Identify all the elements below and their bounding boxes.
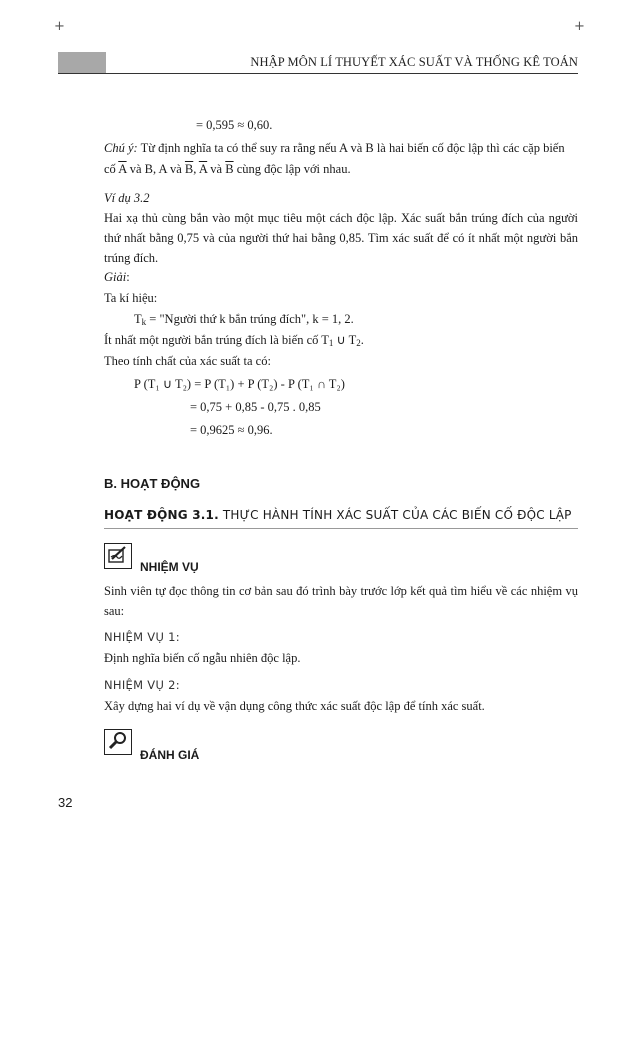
- atleast-union: ∪ T: [333, 333, 357, 347]
- note-line-2: [104, 159, 351, 179]
- formula-line-3: = 0,9625 ≈ 0,96.: [190, 423, 273, 437]
- notation-intro: Ta kí hiệu:: [104, 291, 158, 305]
- property-line: Theo tính chất của xác suất ta có:: [104, 354, 271, 368]
- task-1-text: Định nghĩa biến cố ngẫu nhiên độc lập.: [104, 651, 301, 665]
- magnifier-icon: [104, 729, 132, 755]
- note-label: Chú ý:: [104, 141, 138, 155]
- formula-line-1: P (T₁ ∪ T₂) = P (T₁) + P (T₂) - P (T₁ ∩ T₂): [134, 377, 345, 391]
- example-title: Ví dụ 3.2: [104, 191, 150, 205]
- example-text: Hai xạ thủ cùng bắn vào một mục tiêu một cách độc lập. Xác suất bắn trúng đích của người thứ nhất bằng 0,75 và của người thứ hai bằng 0,85. Tìm xác suất để có ít nhất một người bắn trúng đích.: [104, 211, 578, 265]
- activity-heading: [104, 505, 572, 525]
- activity-title: THỰC HÀNH TÍNH XÁC SUẤT CỦA CÁC BIẾN CỐ ĐỘC LẬP: [218, 508, 572, 522]
- page-number: 32: [58, 795, 73, 810]
- note-text: và B, A và: [126, 162, 185, 176]
- equation-top: = 0,595 ≈ 0,60.: [196, 118, 273, 132]
- note-text: và: [207, 162, 226, 176]
- activity-label: HOẠT ĐỘNG 3.1.: [104, 508, 219, 522]
- solution-label: [104, 267, 130, 287]
- solution-colon: :: [126, 270, 130, 284]
- notation-rest: = "Người thứ k bắn trúng đích", k = 1, 2.: [146, 312, 354, 326]
- sub-1: 1: [328, 338, 334, 348]
- header-gray-block: [58, 52, 106, 74]
- note-text-1: Từ định nghĩa ta có thể suy ra rằng nếu A và B là hai biến cố độc lập thì các cặp biến: [137, 141, 565, 155]
- solution-word: Giải: [104, 270, 127, 284]
- notation-t: T: [134, 312, 142, 326]
- header-title: NHẬP MÔN LÍ THUYẾT XÁC SUẤT VÀ THỐNG KÊ TOÁN: [250, 55, 578, 69]
- pencil-note-icon: [104, 543, 132, 569]
- complement-a: $\overline{A}$: [198, 162, 208, 176]
- eval-box-label: ĐÁNH GIÁ: [140, 748, 200, 762]
- formula-line-2: = 0,75 + 0,85 - 0,75 . 0,85: [190, 400, 321, 414]
- task-1-heading: NHIỆM VỤ 1:: [104, 630, 180, 644]
- complement-b: $\overline{B}$: [225, 162, 234, 176]
- header-rule: [58, 73, 578, 74]
- task-2-text: Xây dựng hai ví dụ về vận dụng công thức xác suất độc lập để tính xác suất.: [104, 699, 485, 713]
- atleast-text: Ít nhất một người bắn trúng đích là biến cố T: [104, 333, 329, 347]
- sub-2: 2: [356, 338, 361, 348]
- note-text: cùng độc lập với nhau.: [233, 162, 351, 176]
- notation-def: [134, 309, 354, 329]
- task-2-heading: NHIỆM VỤ 2:: [104, 678, 180, 692]
- task-box-label: NHIỆM VỤ: [140, 560, 199, 574]
- task-intro: Sinh viên tự đọc thông tin cơ bản sau đó trình bày trước lớp kết quả tìm hiểu về các nhiệm vụ sau:: [104, 584, 578, 618]
- complement-a: $\overline{A}$: [118, 162, 127, 176]
- notation-sub-k: k: [141, 317, 147, 327]
- note-text: cố: [104, 162, 119, 176]
- note-text: ,: [193, 162, 199, 176]
- activity-rule: [104, 528, 578, 529]
- atleast-line: [104, 330, 364, 350]
- crop-mark-top-right: +: [574, 19, 585, 34]
- section-title: B. HOẠT ĐỘNG: [104, 476, 201, 491]
- complement-b: $\overline{B}$: [184, 162, 194, 176]
- page-header: [58, 52, 578, 74]
- note-line-1: [104, 138, 565, 158]
- crop-mark-top-left: +: [54, 19, 65, 34]
- atleast-end: .: [360, 333, 364, 347]
